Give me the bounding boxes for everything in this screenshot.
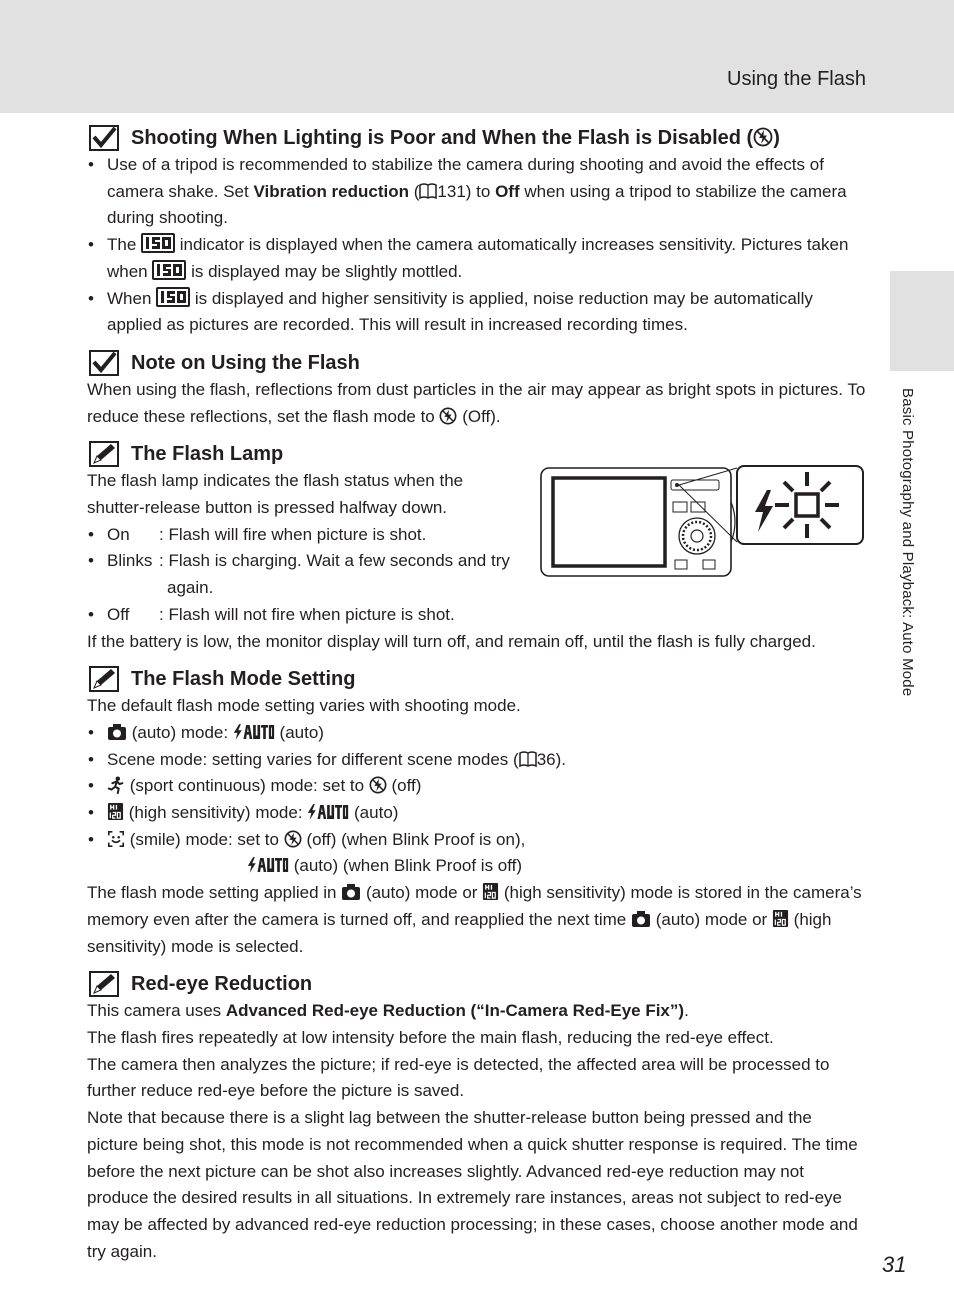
book-reference-icon xyxy=(419,182,437,200)
list-item: • Off : Flash will not fire when picture is shot. xyxy=(87,602,517,629)
page-content xyxy=(87,124,867,1265)
book-reference-icon xyxy=(519,750,537,768)
list-item: • (auto) mode: (auto) xyxy=(87,720,867,747)
smile-icon xyxy=(107,830,125,848)
paragraph: The flash fires repeatedly at low intensity before the main flash, reducing the red-eye effect. xyxy=(87,1027,774,1047)
section-heading-shooting-poor-light xyxy=(87,124,867,152)
bullet-list xyxy=(87,720,867,880)
chapter-side-label: Basic Photography and Playback: Auto Mode xyxy=(899,388,916,697)
section-heading-red-eye xyxy=(87,970,867,998)
flash-off-icon xyxy=(369,776,387,794)
camera-auto-icon xyxy=(107,723,127,741)
chapter-tab xyxy=(890,271,954,371)
camera-flash-lamp-illustration xyxy=(539,462,865,584)
list-item: • On : Flash will fire when picture is shot. xyxy=(87,522,517,549)
flash-off-icon xyxy=(439,407,457,425)
check-icon xyxy=(89,350,119,376)
bullet-list xyxy=(87,522,517,629)
iso-indicator-icon xyxy=(141,233,175,253)
high-sensitivity-icon xyxy=(482,882,499,901)
paragraph: The flash lamp indicates the flash status when the shutter-release button is pressed halfway down. xyxy=(87,471,464,518)
list-item: • Scene mode: setting varies for different scene modes ( 36). xyxy=(87,747,867,774)
section-title: Shooting When Lighting is Poor and When the Flash is Disabled ( ) xyxy=(131,127,780,149)
section-title: Note on Using the Flash xyxy=(131,351,360,374)
paragraph: The flash mode setting applied in (auto) mode or (high sensitivity) mode is stored in the camera’s memory even after the camera is turned off, and reapplied the next time (auto) mode or (high sensitivity) mode is selected. xyxy=(87,883,862,956)
flash-off-icon xyxy=(753,127,773,147)
list-item: • Use of a tripod is recommended to stabilize the camera during shooting and avoid the effects of camera shake. Set Vibration reduction ( 131) to Off when using a tripod to stabilize the camera during shooting. xyxy=(87,152,867,232)
list-item: • Blinks : Flash is charging. Wait a few seconds and try again. xyxy=(87,548,517,601)
flash-off-icon xyxy=(284,830,302,848)
flash-auto-icon xyxy=(247,856,289,874)
high-sensitivity-icon xyxy=(107,802,124,821)
section-title: The Flash Lamp xyxy=(131,443,284,466)
iso-indicator-icon xyxy=(152,260,186,280)
iso-indicator-icon xyxy=(156,287,190,307)
high-sensitivity-icon xyxy=(772,909,789,928)
smile-mode-second-line: (auto) (when Blink Proof is off) xyxy=(107,853,867,880)
pencil-icon xyxy=(89,666,119,692)
section-heading-note-flash xyxy=(87,349,867,377)
sport-continuous-icon xyxy=(107,776,125,794)
paragraph: Note that because there is a slight lag between the shutter-release button being pressed and the picture being shot, this mode is not recommended when a quick shutter response is required. The time before the next picture can be shot also increases slightly. Advanced red-eye reduction may not produce the desired results in all situations. In extremely rare instances, areas not subject to red-eye may be affected by advanced red-eye reduction processing; in these cases, choose another mode and try again. xyxy=(87,1108,858,1261)
flash-lamp-text xyxy=(87,468,517,628)
paragraph: When using the flash, reflections from dust particles in the air may appear as bright spots in pictures. To reduce these reflections, set the flash mode to (Off). xyxy=(87,379,866,426)
flash-auto-icon xyxy=(307,803,349,821)
list-item: • (smile) mode: set to (off) (when Blink Proof is on), (auto) (when Blink Proof is off) xyxy=(87,827,867,880)
section-heading-flash-mode xyxy=(87,665,867,693)
bullet-list xyxy=(87,152,867,339)
section-title: Red-eye Reduction xyxy=(131,973,313,996)
paragraph: This camera uses Advanced Red-eye Reduction (“In-Camera Red-Eye Fix”). xyxy=(87,1001,689,1021)
list-item: • (high sensitivity) mode: (auto) xyxy=(87,800,867,827)
page-number: 31 xyxy=(882,1252,907,1277)
flash-lamp-block xyxy=(87,468,867,628)
header-band xyxy=(0,0,954,113)
list-item: • The indicator is displayed when the camera automatically increases sensitivity. Pictures taken when is displayed may be slightly mottled. xyxy=(87,232,867,285)
pencil-icon xyxy=(89,441,119,467)
section-title: The Flash Mode Setting xyxy=(131,668,356,691)
list-item: • When is displayed and higher sensitivity is applied, noise reduction may be automatically applied as pictures are recorded. This will result in increased recording times. xyxy=(87,286,867,339)
paragraph: The camera then analyzes the picture; if red-eye is detected, the affected area will be processed to further reduce red-eye before the picture is saved. xyxy=(87,1054,830,1101)
camera-auto-icon xyxy=(631,910,651,928)
running-header-title: Using the Flash xyxy=(727,68,866,90)
check-icon xyxy=(89,125,119,151)
flash-auto-icon xyxy=(233,723,275,741)
paragraph: The default flash mode setting varies with shooting mode. xyxy=(87,696,521,716)
camera-auto-icon xyxy=(341,883,361,901)
pencil-icon xyxy=(89,971,119,997)
list-item: • (sport continuous) mode: set to (off) xyxy=(87,773,867,800)
paragraph: If the battery is low, the monitor display will turn off, and remain off, until the flash is fully charged. xyxy=(87,631,816,651)
